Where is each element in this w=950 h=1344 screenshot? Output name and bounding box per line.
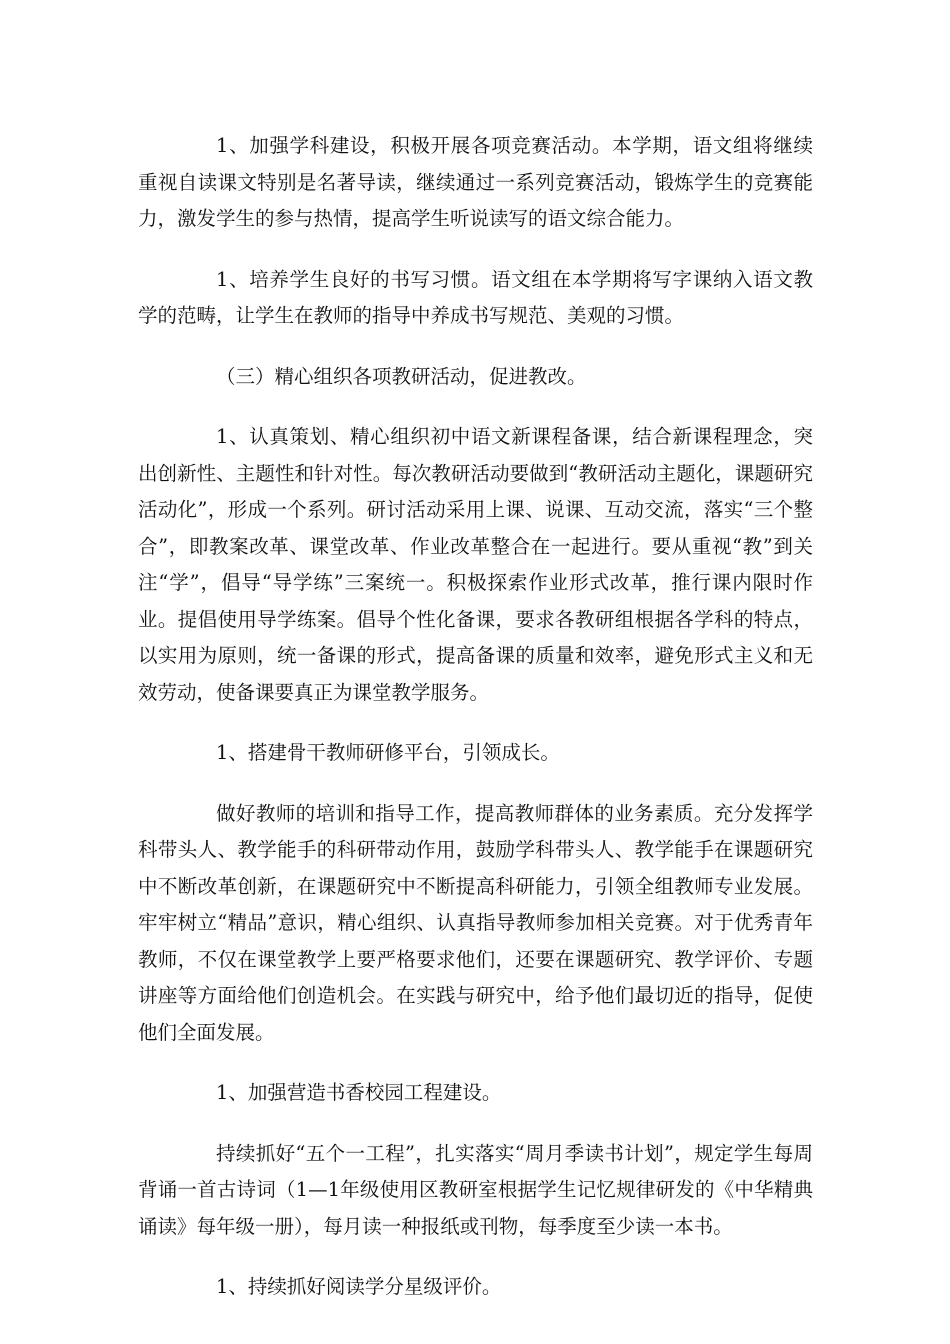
paragraph-lesson-planning: 1、认真策划、精心组织初中语文新课程备课，结合新课程理念，突出创新性、主题性和针对性。每次教研活动要做到“教研活动主题化，课题研究活动化”，形成一个系列。研讨活动采用上课、说课、互动交流，落实“三个整合”，即教案改革、课堂改革、作业改革整合在一起进行。要从重视“教”到关注“学”，倡导“导学练”三案统一。积极探索作业形式改革，推行课内限时作业。提倡使用导学练案。倡导个性化备课，要求各教研组根据各学科的特点，以实用为原则，统一备课的形式，提高备课的质量和效率，避免形式主义和无效劳动，使备课要真正为课堂教学服务。 — [138, 425, 813, 704]
paragraph-reading-credits: 1、持续抓好阅读学分星级评价。 — [216, 1275, 502, 1298]
document-body — [138, 128, 813, 1306]
paragraph-subject-building: 1、加强学科建设，积极开展各项竞赛活动。本学期，语文组将继续重视自读课文特别是名著导读，继续通过一系列竞赛活动，锻炼学生的竞赛能力，激发学生的参与热情，提高学生听说读写的语文综合能力。 — [138, 134, 813, 230]
paragraph-teacher-platform: 1、搭建骨干教师研修平台，引领成长。 — [216, 741, 560, 764]
paragraph-reading-campus: 1、加强营造书香校园工程建设。 — [216, 1081, 502, 1104]
section-heading-research-activities: （三）精心组织各项教研活动，促进教改。 — [216, 364, 587, 388]
paragraph-reading-plan: 持续抓好“五个一工程”，扎实落实“周月季读书计划”，规定学生每周背诵一首古诗词（1—1年级使用区教研室根据学生记忆规律研发的《中华精典诵读》每年级一册），每月读一种报纸或刊物，每季度至少读一本书。 — [138, 1141, 813, 1238]
paragraph-writing-habits: 1、培养学生良好的书写习惯。语文组在本学期将写字课纳入语文教学的范畴，让学生在教师的指导中养成书写规范、美观的习惯。 — [138, 267, 813, 327]
paragraph-teacher-training: 做好教师的培训和指导工作，提高教师群体的业务素质。充分发挥学科带头人、教学能手的科研带动作用，鼓励学科带头人、教学能手在课题研究中不断改革创新，在课题研究中不断提高科研能力，引领全组教师专业发展。牢牢树立“精品”意识，精心组织、认真指导教师参加相关竞赛。对于优秀青年教师，不仅在课堂教学上要严格要求他们，还要在课题研究、教学评价、专题讲座等方面给他们创造机会。在实践与研究中，给予他们最切近的指导，促使他们全面发展。 — [138, 801, 813, 1044]
